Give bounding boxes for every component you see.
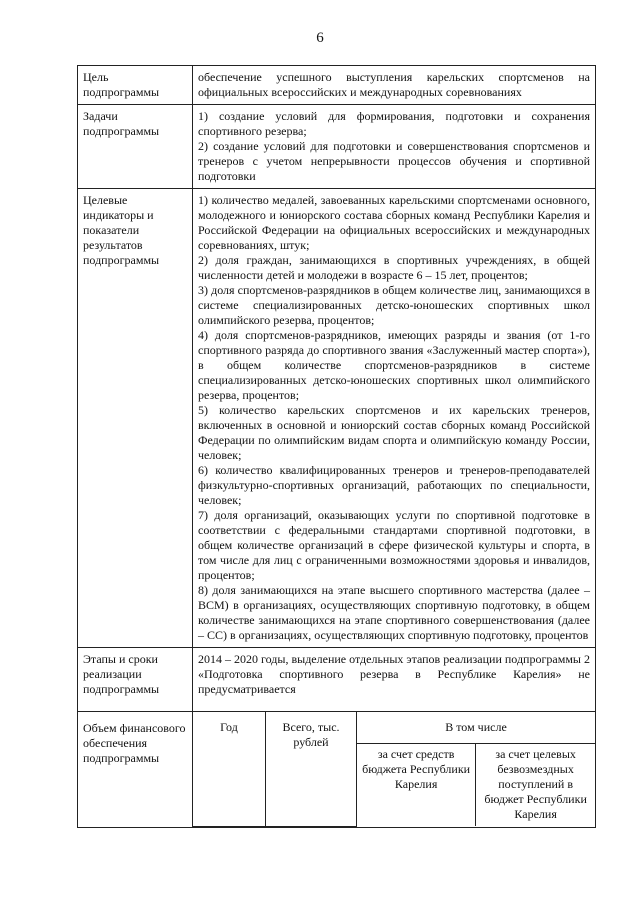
paragraph: 8) доля занимающихся на этапе высшего спортивного мастерства (далее – ВСМ) в организациях, осуществляющих спортивную подготовку, в общем количестве занимающихся на этапе спортивного совершенствования (далее – СС) в организациях, осуществляющих спортивную подготовку, процентов xyxy=(198,583,590,642)
table-row xyxy=(78,66,596,105)
row-label-tasks: Задачи подпрограммы xyxy=(78,105,193,189)
row-label-finance: Объем финансового обеспечения подпрограммы xyxy=(78,712,193,828)
paragraph: 7) доля организаций, оказывающих услуги по спортивной подготовке в соответствии с федеральными стандартами спортивной подготовки, в общем количестве организаций в сфере физической культуры и спорта, в том числе для лиц с ограниченными возможностями здоровья и инвалидов, процентов; xyxy=(198,508,590,582)
col-header-including: В том числе xyxy=(357,712,596,744)
col-header-budget: за счет средств бюджета Республики Карелия xyxy=(357,744,476,827)
finance-table xyxy=(193,712,595,827)
paragraph: 3) доля спортсменов-разрядников в общем количестве лиц, занимающихся в системе специализированных детско-юношеских спортивных школ олимпийского резерва, процентов; xyxy=(198,283,590,327)
table-row xyxy=(78,189,596,648)
paragraph: 1) количество медалей, завоеванных карельскими спортсменами основного, молодежного и юниорского состава сборных команд Республики Карелия и Российской Федерации на официальных всероссийских и международных соревнованиях, штук; xyxy=(198,193,590,252)
subprogram-passport-table xyxy=(77,65,596,828)
col-header-grants: за счет целевых безвозмездных поступлений в бюджет Республики Карелия xyxy=(476,744,595,827)
paragraph: 4) доля спортсменов-разрядников, имеющих разряды и звания (от 1-го спортивного разряда до спортивного звания «Заслуженный мастер спорта»), в общем количестве спортсменов-разрядников в системе специализированных детско-юношеских спортивных школ олимпийского резерва, процентов; xyxy=(198,328,590,402)
table-row xyxy=(78,648,596,712)
table-row xyxy=(78,105,596,189)
col-header-year: Год xyxy=(193,712,266,826)
row-value-tasks xyxy=(193,105,596,189)
row-value-stages xyxy=(193,648,596,712)
page-number: 6 xyxy=(316,30,324,46)
row-value-indicators xyxy=(193,189,596,648)
row-value-goal xyxy=(193,66,596,105)
paragraph: 6) количество квалифицированных тренеров и тренеров-преподавателей физкультурно-спортивных организаций, работающих по специальности, человек; xyxy=(198,463,590,507)
finance-cell xyxy=(193,712,596,828)
paragraph: 2014 – 2020 годы, выделение отдельных этапов реализации подпрограммы 2 «Подготовка спортивного резерва в Республике Карелия» не предусматривается xyxy=(198,652,590,696)
paragraph: 2) создание условий для подготовки и совершенствования спортсменов и тренеров с учетом непрерывности процессов обучения и спортивной подготовки xyxy=(198,139,590,183)
paragraph: 5) количество карельских спортсменов и их карельских тренеров, включенных в основной и юниорский состав сборных команд Российской Федерации по олимпийским видам спорта и олимпийскую команду России, человек; xyxy=(198,403,590,462)
col-header-total: Всего, тыс. рублей xyxy=(266,712,357,826)
table-row xyxy=(78,712,596,828)
paragraph: обеспечение успешного выступления карельских спортсменов на официальных всероссийских и международных соревнованиях xyxy=(198,70,590,99)
paragraph: 2) доля граждан, занимающихся в спортивных учреждениях, в общей численности детей и молодежи в возрасте 6 – 15 лет, процентов; xyxy=(198,253,590,282)
row-label-stages: Этапы и сроки реализации подпрограммы xyxy=(78,648,193,712)
table-row xyxy=(193,712,595,744)
row-label-goal: Цель подпрограммы xyxy=(78,66,193,105)
row-label-indicators: Целевые индикаторы и показатели результатов подпрограммы xyxy=(78,189,193,648)
paragraph: 1) создание условий для формирования, подготовки и сохранения спортивного резерва; xyxy=(198,109,590,138)
